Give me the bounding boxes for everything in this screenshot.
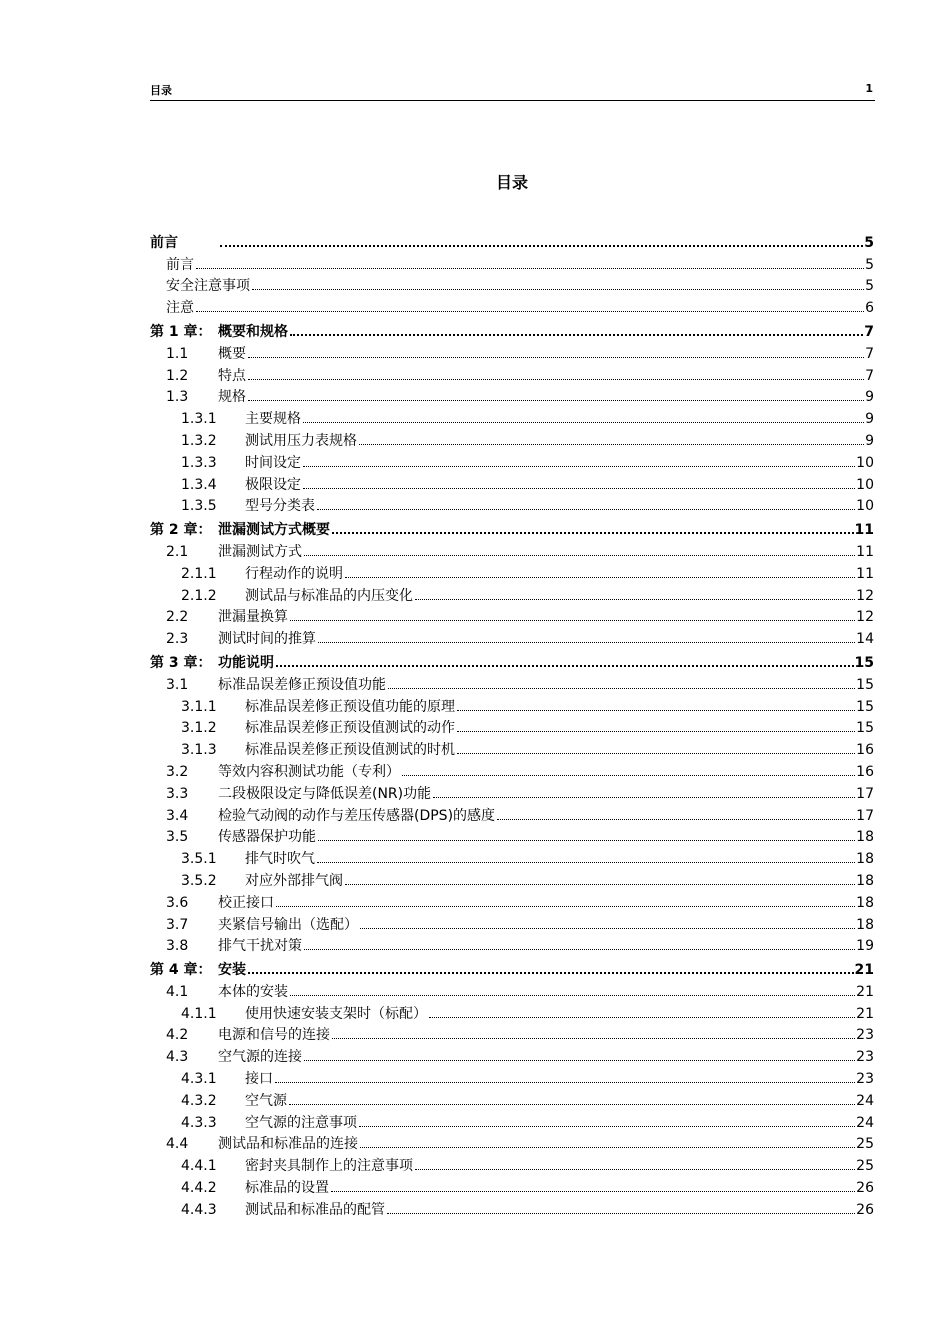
toc-entry-title: 注意	[166, 300, 194, 317]
toc-page-number: 24	[856, 1114, 874, 1131]
toc-entry[interactable]	[150, 405, 874, 427]
toc-entry-title: 概要和规格	[218, 323, 288, 340]
toc-entry-number: 1.3	[166, 389, 189, 406]
toc-entry-title: 空气源的连接	[218, 1049, 302, 1066]
toc-dot-leader	[317, 861, 855, 863]
toc-entry-title: 排气时吹气	[245, 851, 315, 868]
toc-page-number: 23	[856, 1071, 874, 1088]
toc-entry[interactable]	[150, 889, 874, 911]
toc-entry[interactable]	[150, 715, 874, 737]
toc-entry-title: 空气源的注意事项	[245, 1114, 357, 1131]
toc-entry-number: 3.1.2	[181, 720, 217, 737]
toc-page-number: 17	[856, 807, 874, 824]
toc-entry[interactable]	[150, 251, 874, 273]
toc-entry-number: 第 1 章：	[150, 323, 212, 340]
toc-entry-title: 二段极限设定与降低误差(NR)功能	[218, 785, 432, 802]
toc-entry-title: 测试时间的推算	[218, 631, 316, 648]
toc-entry-number: 4.4	[166, 1136, 189, 1153]
running-header	[150, 80, 875, 101]
toc-page-number: 12	[856, 587, 874, 604]
toc-entry-title: 概要	[218, 345, 246, 362]
toc-page-number: 15	[856, 698, 874, 715]
toc-entry-title: 标准品的设置	[245, 1180, 329, 1197]
toc-dot-leader	[429, 1016, 855, 1018]
toc-page-number: 23	[856, 1049, 874, 1066]
toc-entry-number: 4.3.2	[181, 1092, 217, 1109]
toc-dot-leader	[318, 839, 855, 841]
toc-entry[interactable]	[150, 604, 874, 626]
toc-page-number: 5	[865, 278, 874, 295]
toc-entry[interactable]	[150, 824, 874, 846]
toc-page-number: 19	[856, 938, 874, 955]
toc-dot-leader	[457, 709, 855, 711]
toc-page-number: 24	[856, 1092, 874, 1109]
toc-dot-leader	[289, 1103, 855, 1105]
toc-entry[interactable]	[150, 294, 874, 316]
toc-entry-number: 1.2	[166, 367, 189, 384]
toc-entry-number: 3.6	[166, 894, 189, 911]
toc-entry-title: 电源和信号的连接	[218, 1027, 330, 1044]
toc-entry[interactable]	[150, 582, 874, 604]
toc-entry-title: 检验气动阀的动作与差压传感器(DPS)的感度	[218, 807, 496, 824]
toc-entry-number: 3.7	[166, 916, 189, 933]
toc-dot-leader	[388, 687, 855, 689]
toc-dot-leader	[332, 1037, 855, 1039]
toc-entry[interactable]	[150, 933, 874, 955]
toc-dot-leader	[303, 487, 855, 489]
toc-entry-title: 标准品误差修正预设值功能的原理	[245, 698, 455, 715]
toc-page-number: 25	[856, 1158, 874, 1175]
toc-page-number: 16	[856, 763, 874, 780]
toc-page-number: 15	[856, 720, 874, 737]
toc-entry-number: 4.3	[166, 1049, 189, 1066]
toc-entry[interactable]	[150, 671, 874, 693]
toc-page-number: 10	[856, 498, 874, 515]
toc-entry-title: 标准品误差修正预设值测试的动作	[245, 720, 455, 737]
toc-entry-title: 标准品误差修正预设值测试的时机	[245, 742, 455, 759]
toc-entry[interactable]	[150, 384, 874, 406]
toc-page-number: 11	[854, 522, 874, 539]
toc-entry-title: 时间设定	[245, 454, 301, 471]
toc-entry-number: 第 2 章：	[150, 522, 212, 539]
toc-dot-leader	[252, 288, 864, 290]
toc-entry-number: 4.1	[166, 983, 189, 1000]
toc-entry[interactable]	[150, 693, 874, 715]
toc-page-number: 26	[856, 1180, 874, 1197]
toc-page-number: 7	[864, 323, 874, 340]
toc-page-number: 11	[856, 565, 874, 582]
toc-dot-leader	[415, 1168, 855, 1170]
toc-dot-leader	[276, 905, 855, 907]
toc-entry[interactable]	[150, 1131, 874, 1153]
toc-page-number: 23	[856, 1027, 874, 1044]
toc-dot-leader	[415, 598, 855, 600]
toc-dot-leader	[275, 1081, 855, 1083]
toc-entry[interactable]	[150, 780, 874, 802]
header-section-title: 目录	[150, 84, 172, 97]
page-title: 目录	[495, 173, 528, 192]
toc-entry[interactable]	[150, 1000, 874, 1022]
toc-page-number: 7	[865, 367, 874, 384]
toc-chapter-entry[interactable]	[150, 649, 874, 671]
toc-dot-leader	[317, 508, 855, 510]
toc-dot-leader	[248, 399, 864, 401]
toc-entry-number: 4.2	[166, 1027, 189, 1044]
toc-entry-title: 泄漏量换算	[218, 609, 288, 626]
toc-page-number: 9	[865, 411, 874, 428]
toc-entry-number: 2.1.1	[181, 565, 217, 582]
toc-page-number: 14	[856, 631, 874, 648]
toc-entry[interactable]	[150, 1109, 874, 1131]
toc-page-number: 21	[856, 983, 874, 1000]
toc-entry-number: 4.1.1	[181, 1005, 217, 1022]
toc-entry-title: 接口	[245, 1071, 273, 1088]
toc-entry[interactable]	[150, 538, 874, 560]
toc-page-number: 21	[856, 1005, 874, 1022]
toc-entry-title: 校正接口	[218, 894, 274, 911]
toc-dot-leader	[220, 244, 863, 247]
toc-entry-title: 标准品误差修正预设值功能	[218, 676, 386, 693]
toc-entry-title: 极限设定	[245, 476, 301, 493]
toc-page-number: 18	[856, 894, 874, 911]
toc-entry-number: 4.4.1	[181, 1158, 217, 1175]
toc-entry-title: 规格	[218, 389, 246, 406]
toc-entry[interactable]	[150, 493, 874, 515]
toc-entry-number: 2.3	[166, 631, 189, 648]
toc-entry[interactable]	[150, 1087, 874, 1109]
toc-entry-title: 排气干扰对策	[218, 938, 302, 955]
toc-entry[interactable]	[150, 736, 874, 758]
toc-entry-number: 3.5.2	[181, 872, 217, 889]
toc-page-number: 16	[856, 742, 874, 759]
toc-entry-title: 行程动作的说明	[245, 565, 343, 582]
toc-entry-number: 1.3.5	[181, 498, 217, 515]
toc-dot-leader	[457, 730, 855, 732]
toc-chapter-entry[interactable]	[150, 229, 874, 251]
toc-entry-number: 4.3.1	[181, 1071, 217, 1088]
toc-page-number: 12	[856, 609, 874, 626]
toc-page-number: 18	[856, 916, 874, 933]
toc-entry-number: 3.1.3	[181, 742, 217, 759]
toc-entry-title: 前言	[166, 256, 194, 273]
toc-entry[interactable]	[150, 340, 874, 362]
toc-dot-leader	[303, 421, 864, 423]
toc-entry-number: 前言	[150, 234, 178, 251]
toc-entry[interactable]	[150, 1174, 874, 1196]
toc-entry-number: 3.1.1	[181, 698, 217, 715]
toc-entry-title: 传感器保护功能	[218, 829, 316, 846]
toc-entry-title: 测试品和标准品的配管	[245, 1201, 385, 1218]
toc-dot-leader	[248, 356, 864, 358]
toc-page-number: 18	[856, 851, 874, 868]
toc-entry-title: 本体的安装	[218, 983, 288, 1000]
toc-dot-leader	[457, 752, 855, 754]
toc-entry[interactable]	[150, 362, 874, 384]
toc-entry-title: 安装	[218, 962, 246, 979]
toc-dot-leader	[360, 1146, 855, 1148]
toc-dot-leader	[304, 554, 855, 556]
toc-chapter-entry[interactable]	[150, 318, 874, 340]
toc-entry[interactable]	[150, 560, 874, 582]
toc-dot-leader	[196, 310, 864, 312]
toc-entry-number: 4.4.2	[181, 1180, 217, 1197]
toc-dot-leader	[360, 927, 855, 929]
toc-entry-title: 对应外部排气阀	[245, 872, 343, 889]
toc-dot-leader	[497, 818, 855, 820]
toc-dot-leader	[318, 641, 855, 643]
toc-page-number: 15	[854, 654, 874, 671]
toc-dot-leader	[304, 948, 855, 950]
toc-entry-number: 4.3.3	[181, 1114, 217, 1131]
toc-dot-leader	[303, 465, 855, 467]
toc-page-number: 18	[856, 829, 874, 846]
toc-entry[interactable]	[150, 758, 874, 780]
toc-entry-number: 1.3.4	[181, 476, 217, 493]
toc-entry-number: 1.3.1	[181, 411, 217, 428]
toc-entry[interactable]	[150, 845, 874, 867]
toc-dot-leader	[332, 531, 854, 534]
toc-entry[interactable]	[150, 978, 874, 1000]
toc-dot-leader	[345, 883, 855, 885]
toc-page-number: 26	[856, 1201, 874, 1218]
toc-entry-number: 3.4	[166, 807, 189, 824]
toc-entry-number: 3.8	[166, 938, 189, 955]
toc-entry-number: 1.3.3	[181, 454, 217, 471]
toc-entry-number: 3.1	[166, 676, 189, 693]
toc-entry[interactable]	[150, 449, 874, 471]
toc-entry[interactable]	[150, 273, 874, 295]
toc-chapter-entry[interactable]	[150, 956, 874, 978]
toc-entry-number: 3.2	[166, 763, 189, 780]
toc-dot-leader	[359, 443, 864, 445]
toc-entry-title: 泄漏测试方式	[218, 543, 302, 560]
toc-entry[interactable]	[150, 867, 874, 889]
toc-entry[interactable]	[150, 1196, 874, 1218]
toc-page-number: 25	[856, 1136, 874, 1153]
toc-entry[interactable]	[150, 1065, 874, 1087]
toc-dot-leader	[248, 971, 854, 974]
toc-dot-leader	[304, 1059, 855, 1061]
toc-dot-leader	[276, 664, 854, 667]
toc-dot-leader	[290, 619, 855, 621]
toc-page-number: 17	[856, 785, 874, 802]
toc-chapter-entry[interactable]	[150, 516, 874, 538]
toc-entry-title: 测试品和标准品的连接	[218, 1136, 358, 1153]
toc-dot-leader	[196, 267, 864, 269]
toc-entry-number: 第 3 章：	[150, 654, 212, 671]
toc-entry-title: 主要规格	[245, 411, 301, 428]
toc-entry-title: 功能说明	[218, 654, 274, 671]
toc-entry-number: 第 4 章：	[150, 962, 212, 979]
toc-page-number: 9	[865, 389, 874, 406]
toc-entry[interactable]	[150, 471, 874, 493]
toc-entry-title: 泄漏测试方式概要	[218, 522, 330, 539]
toc-entry-number: 2.1	[166, 543, 189, 560]
toc-entry[interactable]	[150, 1152, 874, 1174]
toc-page-number: 21	[854, 962, 874, 979]
toc-page-number: 10	[856, 476, 874, 493]
toc-entry-number: 2.1.2	[181, 587, 217, 604]
toc-page-number: 5	[865, 256, 874, 273]
toc-entry-title: 安全注意事项	[166, 278, 250, 295]
toc-entry[interactable]	[150, 625, 874, 647]
toc-entry-title: 密封夹具制作上的注意事项	[245, 1158, 413, 1175]
toc-entry[interactable]	[150, 1043, 874, 1065]
toc-entry-title: 特点	[218, 367, 246, 384]
toc-page-number: 6	[865, 300, 874, 317]
toc-page-number: 11	[856, 543, 874, 560]
toc-entry-title: 使用快速安装支架时（标配）	[245, 1005, 427, 1022]
toc-entry-title: 等效内容积测试功能（专利）	[218, 763, 400, 780]
toc-entry[interactable]	[150, 911, 874, 933]
toc-entry-number: 3.5.1	[181, 851, 217, 868]
toc-page-number: 7	[865, 345, 874, 362]
toc-dot-leader	[331, 1190, 855, 1192]
toc-page-number: 5	[864, 234, 874, 251]
toc-page-number: 15	[856, 676, 874, 693]
toc-entry-number: 2.2	[166, 609, 189, 626]
toc-page-number: 10	[856, 454, 874, 471]
toc-entry-number: 1.1	[166, 345, 189, 362]
toc-entry-number: 3.5	[166, 829, 189, 846]
toc-dot-leader	[248, 378, 864, 380]
toc-dot-leader	[345, 576, 855, 578]
toc-dot-leader	[387, 1212, 855, 1214]
toc-dot-leader	[433, 796, 855, 798]
toc-dot-leader	[290, 994, 855, 996]
toc-entry-title: 型号分类表	[245, 498, 315, 515]
toc-page-number: 9	[865, 432, 874, 449]
toc-entry-title: 空气源	[245, 1092, 287, 1109]
toc-entry[interactable]	[150, 1022, 874, 1044]
toc-entry-number: 4.4.3	[181, 1201, 217, 1218]
toc-dot-leader	[359, 1125, 855, 1127]
toc-dot-leader	[402, 774, 855, 776]
toc-entry[interactable]	[150, 802, 874, 824]
toc-entry-title: 夹紧信号输出（选配）	[218, 916, 358, 933]
toc-entry-number: 1.3.2	[181, 432, 217, 449]
toc-page-number: 18	[856, 872, 874, 889]
toc-entry-title: 测试品与标准品的内压变化	[245, 587, 413, 604]
table-of-contents	[150, 229, 874, 1218]
toc-dot-leader	[290, 333, 863, 336]
toc-entry-title: 测试用压力表规格	[245, 432, 357, 449]
toc-entry[interactable]	[150, 427, 874, 449]
toc-entry-number: 3.3	[166, 785, 189, 802]
header-page-number: 1	[865, 82, 873, 95]
